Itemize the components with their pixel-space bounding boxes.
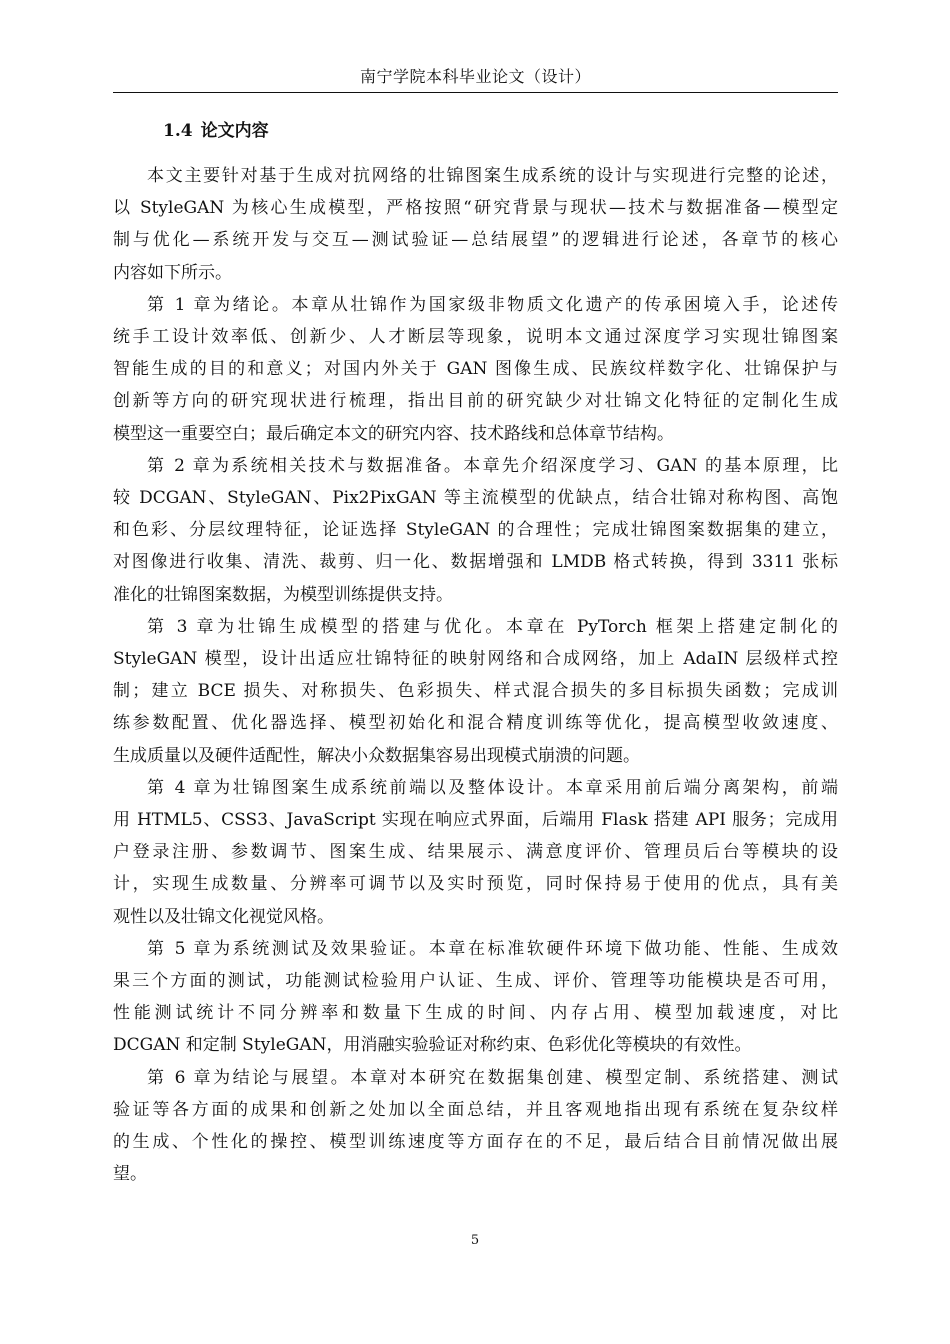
text-line: 性能测试统计不同分辨率和数量下生成的时间、内存占用、模型加载速度，对比: [113, 1003, 838, 1024]
body-text: [113, 160, 838, 1191]
text-line: 第 2 章为系统相关技术与数据准备。本章先介绍深度学习、GAN 的基本原理，比: [147, 455, 838, 476]
section-number: 1.4: [163, 121, 193, 141]
text-line: 户登录注册、参数调节、图案生成、结果展示、满意度评价、管理员后台等模块的设: [113, 842, 838, 863]
section-title: 论文内容: [200, 121, 269, 141]
text-line: 第 6 章为结论与展望。本章对本研究在数据集创建、模型定制、系统搭建、测试: [147, 1067, 838, 1088]
text-line: 内容如下所示。: [113, 262, 232, 283]
paragraph-chapter-6: [113, 1062, 838, 1191]
text-line: 第 3 章为壮锦生成模型的搭建与优化。本章在 PyTorch 框架上搭建定制化的: [147, 616, 838, 637]
text-line: StyleGAN 模型，设计出适应壮锦特征的映射网络和合成网络，加上 AdaIN 层级样式控: [113, 649, 838, 670]
page-number: 5: [470, 1233, 480, 1248]
paragraph-chapter-3: [113, 611, 838, 772]
text-line: 的生成、个性化的操控、模型训练速度等方面存在的不足，最后结合目前情况做出展: [113, 1132, 838, 1153]
paragraph-intro: [113, 160, 838, 289]
text-line: 观性以及壮锦文化视觉风格。: [113, 906, 334, 927]
paragraph-chapter-1: [113, 289, 838, 450]
text-line: 和色彩、分层纹理特征，论证选择 StyleGAN 的合理性；完成壮锦图案数据集的建立，: [113, 520, 838, 541]
text-line: 准化的壮锦图案数据，为模型训练提供支持。: [113, 584, 453, 605]
text-line: 较 DCGAN、StyleGAN、Pix2PixGAN 等主流模型的优缺点，结合壮锦对称构图、高饱: [113, 488, 838, 509]
text-line: 果三个方面的测试，功能测试检验用户认证、生成、评价、管理等功能模块是否可用，: [113, 971, 838, 992]
text-line: 望。: [113, 1164, 147, 1185]
text-line: 第 5 章为系统测试及效果验证。本章在标准软硬件环境下做功能、性能、生成效: [147, 938, 838, 959]
text-line: 对图像进行收集、清洗、裁剪、归一化、数据增强和 LMDB 格式转换，得到 3311 张标: [113, 552, 838, 573]
text-line: 创新等方向的研究现状进行梳理，指出目前的研究缺少对壮锦文化特征的定制化生成: [113, 391, 838, 412]
running-header: 南宁学院本科毕业论文（设计）: [359, 67, 591, 86]
text-line: DCGAN 和定制 StyleGAN，用消融实验验证对称约束、色彩优化等模块的有效性。: [113, 1035, 752, 1056]
paragraph-chapter-2: [113, 450, 838, 611]
text-line: 模型这一重要空白；最后确定本文的研究内容、技术路线和总体章节结构。: [113, 423, 674, 444]
paragraph-chapter-4: [113, 772, 838, 933]
text-line: 用 HTML5、CSS3、JavaScript 实现在响应式界面，后端用 Flask 搭建 API 服务；完成用: [113, 810, 838, 831]
text-line: 练参数配置、优化器选择、模型初始化和混合精度训练等优化，提高模型收敛速度、: [113, 713, 838, 734]
text-line: 制；建立 BCE 损失、对称损失、色彩损失、样式混合损失的多目标损失函数；完成训: [113, 681, 838, 702]
text-line: 统手工设计效率低、创新少、人才断层等现象，说明本文通过深度学习实现壮锦图案: [113, 327, 838, 348]
text-line: 计，实现生成数量、分辨率可调节以及实时预览，同时保持易于使用的优点，具有美: [113, 874, 838, 895]
text-line: 验证等各方面的成果和创新之处加以全面总结，并且客观地指出现有系统在复杂纹样: [113, 1099, 838, 1120]
text-line: 以 StyleGAN 为核心生成模型，严格按照“研究背景与现状—技术与数据准备—模型定: [113, 198, 838, 219]
header-rule: [113, 92, 838, 93]
text-line: 生成质量以及硬件适配性，解决小众数据集容易出现模式崩溃的问题。: [113, 745, 640, 766]
text-line: 制与优化—系统开发与交互—测试验证—总结展望”的逻辑进行论述，各章节的核心: [113, 230, 838, 251]
text-line: 第 1 章为绪论。本章从壮锦作为国家级非物质文化遗产的传承困境入手，论述传: [147, 294, 838, 315]
section-heading: [163, 118, 269, 144]
text-line: 第 4 章为壮锦图案生成系统前端以及整体设计。本章采用前后端分离架构，前端: [147, 777, 838, 798]
paragraph-chapter-5: [113, 933, 838, 1062]
text-line: 智能生成的目的和意义；对国内外关于 GAN 图像生成、民族纹样数字化、壮锦保护与: [113, 359, 838, 380]
text-line: 本文主要针对基于生成对抗网络的壮锦图案生成系统的设计与实现进行完整的论述，: [147, 166, 838, 186]
